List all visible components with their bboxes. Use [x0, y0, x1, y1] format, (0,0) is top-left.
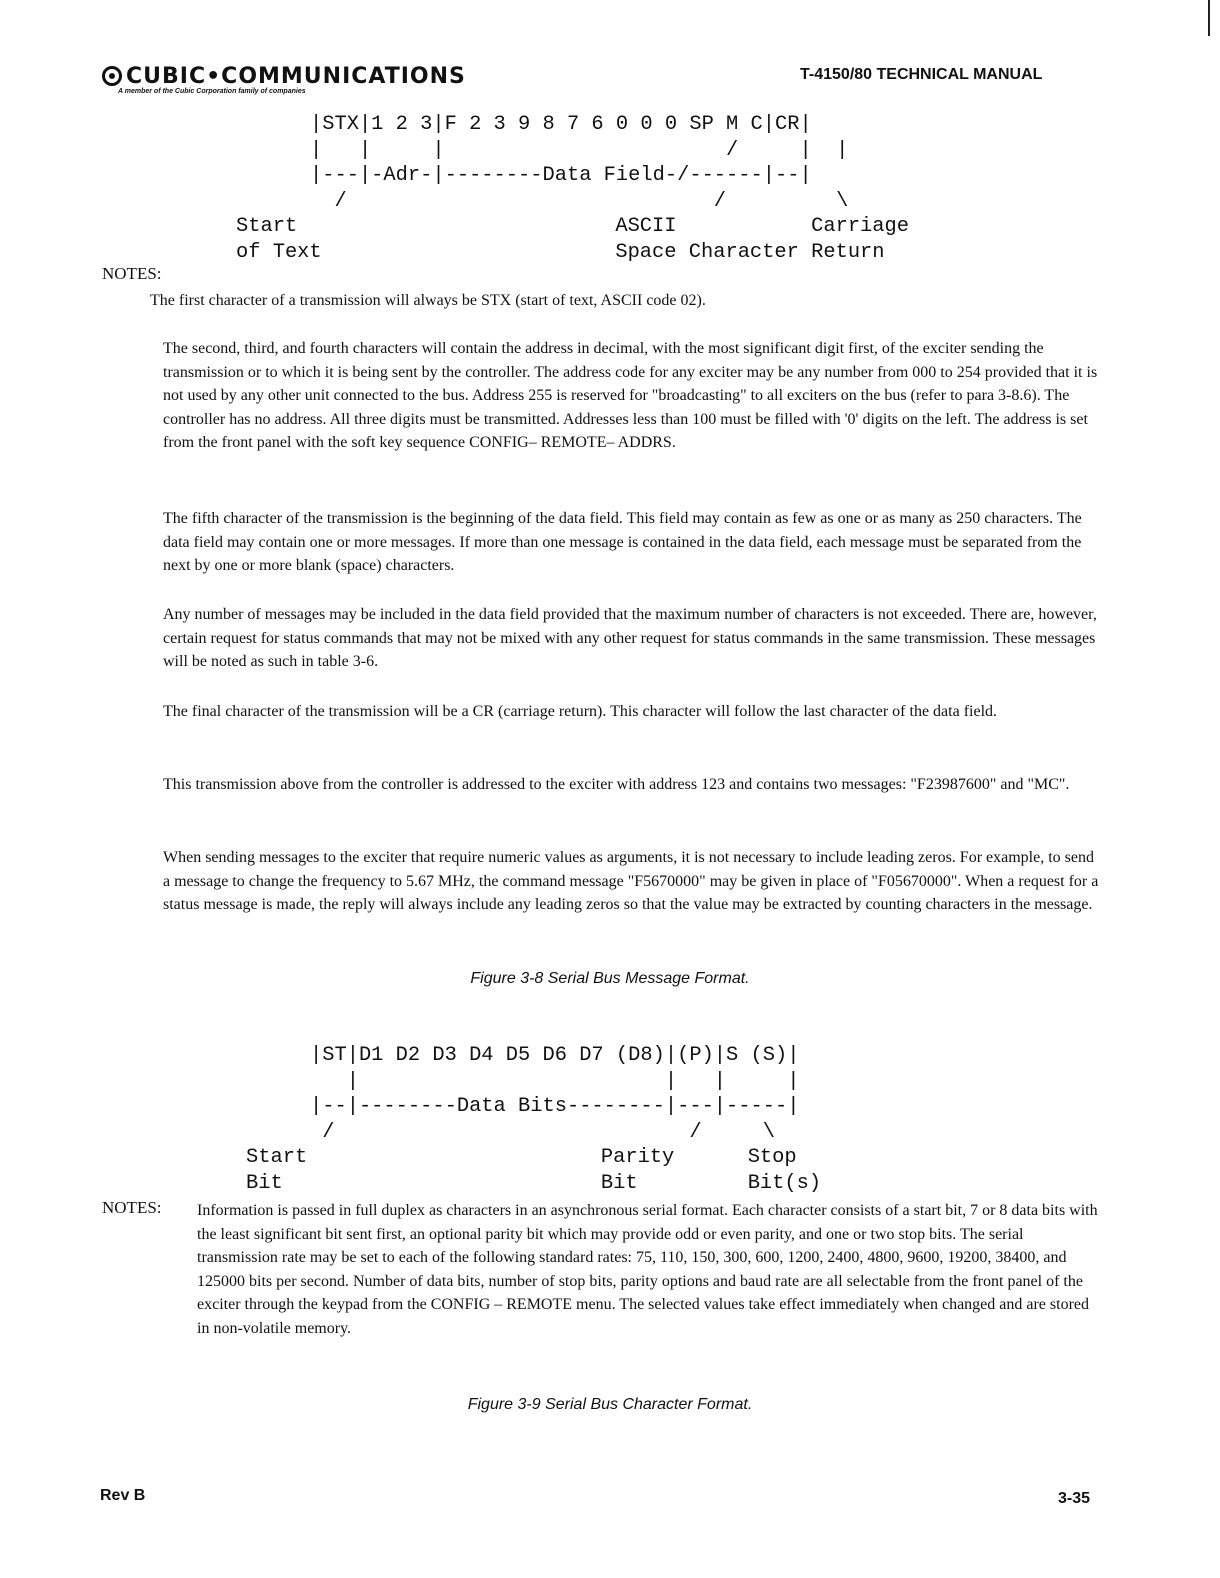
company-tagline: A member of the Cubic Corporation family of companies [118, 88, 306, 95]
scan-edge-mark [1208, 0, 1210, 36]
note-paragraph: When sending messages to the exciter that require numeric values as arguments, it is not necessary to include leading zeros. For example, to send a message to change the frequency to 5.67 MHz, the command message "F5670000" may be given in place of "F05670000". When a request for a status message is made, the reply will always include any leading zeros so that the value may be extracted by counting characters in the message. [163, 849, 1099, 913]
diagram-line: / / \ [310, 1120, 775, 1144]
diagram-label-line: Start Parity Stop [246, 1146, 797, 1169]
page-number: 3-35 [1058, 1490, 1091, 1507]
note-paragraph: The final character of the transmission will be a CR (carriage return). This character will follow the last character of the data field. [163, 703, 998, 720]
figure-caption: Figure 3-9 Serial Bus Character Format. [467, 1396, 753, 1413]
note-paragraph: Any number of messages may be included in the data field provided that the maximum number of characters is not exceeded. There are, however, certain request for status commands that may not be mixed with any other request for status commands in the same transmission. These messages will be noted as such in table 3-6. [163, 606, 1097, 670]
company-name: CUBIC•COMMUNICATIONS [126, 64, 466, 89]
note-paragraph: This transmission above from the controller is addressed to the exciter with address 123 and contains two messages: "F23987600" and "MC". [163, 776, 1070, 793]
diagram-line: |ST|D1 D2 D3 D4 D5 D6 D7 (D8)|(P)|S (S)| [310, 1044, 800, 1067]
diagram-label-line: of Text Space Character Return [236, 240, 885, 264]
revision-label: Rev B [100, 1487, 146, 1504]
note-paragraph: Information is passed in full duplex as characters in an asynchronous serial format. Each character consists of a start bit, 7 or 8 data bits with the least significant bit sent first, an optional parity bit which may provide odd or even parity, and one or two stop bits. The serial transmission rate may be set to each of the following standard rates: 75, 110, 150, 300, 600, 1200, 2400, 4800, 9600, 19200, 38400, and 125000 bits per second. Number of data bits, number of stop bits, parity options and baud rate are all selectable from the front panel of the exciter through the keypad from the CONFIG – REMOTE menu. The selected values take effect immediately when changed and are stored in non-volatile memory. [197, 1202, 1098, 1337]
notes-label: NOTES: [102, 264, 162, 283]
message-format-diagram [236, 112, 909, 265]
note-paragraph: The second, third, and fourth characters will contain the address in decimal, with the most significant digit first, of the exciter sending the transmission or to which it is being sent by the controller. The address code for any exciter may be any number from 000 to 254 provided that it is not used by any other unit connected to the bus. Address 255 is reserved for "broadcasting" to all exciters on the bus (refer to para 3-8.6). The controller has no address. All three digits must be transmitted. Addresses less than 100 must be filled with '0' digits on the left. The address is set from the front panel with the soft key sequence CONFIG– REMOTE– ADDRS. [163, 340, 1098, 451]
diagram-label-line: Start ASCII Carriage [236, 215, 910, 238]
diagram-line: | | | | [310, 1069, 800, 1093]
diagram-line: |---|-Adr-|--------Data Field-/------|--| [310, 164, 812, 187]
manual-title: T-4150/80 TECHNICAL MANUAL [800, 66, 1043, 83]
diagram-label-line: Bit Bit Bit(s) [246, 1171, 822, 1195]
character-format-diagram [246, 1043, 821, 1196]
figure-caption: Figure 3-8 Serial Bus Message Format. [470, 970, 750, 987]
note-paragraph: The fifth character of the transmission is the beginning of the data field. This field may contain as few as one or as many as 250 characters. The data field may contain one or more messages. If more than one message is contained in the data field, each message must be separated from the next by one or more blank (space) characters. [163, 510, 1082, 574]
notes-label: NOTES: [102, 1198, 162, 1217]
logo-icon [102, 66, 122, 86]
note-paragraph: The first character of a transmission will always be STX (start of text, ASCII code 02). [150, 292, 706, 309]
diagram-line: |STX|1 2 3|F 2 3 9 8 7 6 0 0 0 SP M C|CR| [310, 113, 812, 136]
diagram-line: |--|--------Data Bits--------|---|-----| [310, 1095, 800, 1118]
diagram-line: | | | / | | [310, 138, 849, 162]
diagram-line: / / \ [310, 189, 849, 213]
company-logo [102, 64, 466, 89]
